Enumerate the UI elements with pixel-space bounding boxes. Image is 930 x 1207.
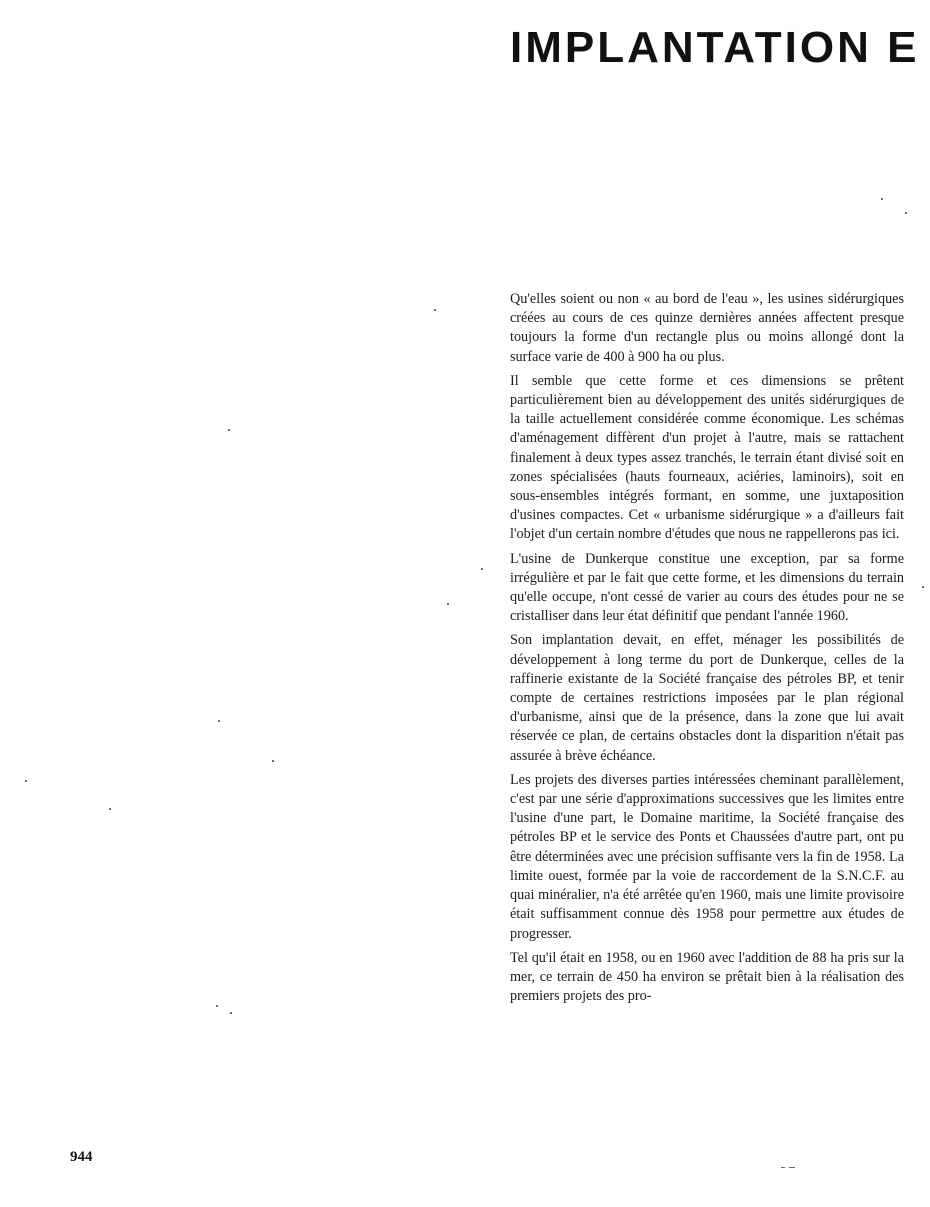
scan-mark	[781, 1167, 785, 1168]
scan-speck	[109, 808, 111, 810]
paragraph: Il semble que cette forme et ces dimensions se prêtent particulièrement bien au développement des unités sidérurgiques de la taille actuellement considérée comme économique. Les schémas d'aménagement diffèrent d'un projet à l'autre, mais se rattachent finalement à deux types assez tranchés, le terrain étant divisé soit en zones spécialisées (hauts fourneaux, aciéries, laminoirs), soit en sous-ensembles intégrés formant, en somme, une juxtaposition d'usines compactes. Cet « urbanisme sidérurgique » a d'ailleurs fait l'objet d'un certain nombre d'études que nous ne rappellerons pas ici.	[510, 372, 904, 543]
scan-speck	[881, 198, 883, 200]
paragraph: L'usine de Dunkerque constitue une exception, par sa forme irrégulière et par le fait que cette forme, et les dimensions du terrain qu'elle occupe, n'ont cessé de varier au cours des études pour ne se cristalliser dans leur état définitif que pendant l'année 1960.	[510, 550, 904, 625]
scan-speck	[216, 1005, 218, 1007]
scan-speck	[272, 760, 274, 762]
scan-speck	[25, 780, 27, 782]
scan-speck	[447, 603, 449, 605]
scan-speck	[218, 720, 220, 722]
page-number: 944	[70, 1149, 93, 1165]
article-body	[510, 290, 904, 1011]
paragraph: Les projets des diverses parties intéressées cheminant parallèlement, c'est par une série d'approximations successives que les limites entre l'usine d'une part, le Domaine maritime, la Société française des pétroles BP et le service des Ponts et Chaussées d'autre part, ont pu être déterminées avec une précision suffisante vers la fin de 1958. La limite ouest, formée par la voie de raccordement de la S.N.C.F. au quai minéralier, n'a été arrêtée qu'en 1960, mais une limite provisoire était suffisamment connue dès 1958 pour permettre aux études de progresser.	[510, 771, 904, 942]
paragraph: Son implantation devait, en effet, ménager les possibilités de développement à long terme du port de Dunkerque, celles de la raffinerie existante de la Société française des pétroles BP, et tenir compte de certaines restrictions imposées par le plan régional d'urbanisme, ainsi que de la présence, dans la zone que lui avait réservée ce plan, de certains obstacles dont la disparition n'était pas assurée à brève échéance.	[510, 632, 904, 764]
page-heading: IMPLANTATION E	[510, 23, 920, 72]
scan-speck	[230, 1012, 232, 1014]
scan-mark	[789, 1167, 795, 1168]
scan-speck	[434, 309, 436, 311]
scan-speck	[228, 429, 230, 431]
paragraph: Qu'elles soient ou non « au bord de l'eau », les usines sidérurgiques créées au cours de ces quinze dernières années affectent presque toujours la forme d'un rectangle plus ou moins allongé dont la surface varie de 400 à 900 ha ou plus.	[510, 291, 904, 365]
scan-speck	[905, 212, 907, 214]
scan-speck	[481, 568, 483, 570]
scan-speck	[922, 586, 924, 588]
paragraph: Tel qu'il était en 1958, ou en 1960 avec l'addition de 88 ha pris sur la mer, ce terrain de 450 ha environ se prêtait bien à la réalisation des premiers projets des pro-	[510, 949, 904, 1005]
